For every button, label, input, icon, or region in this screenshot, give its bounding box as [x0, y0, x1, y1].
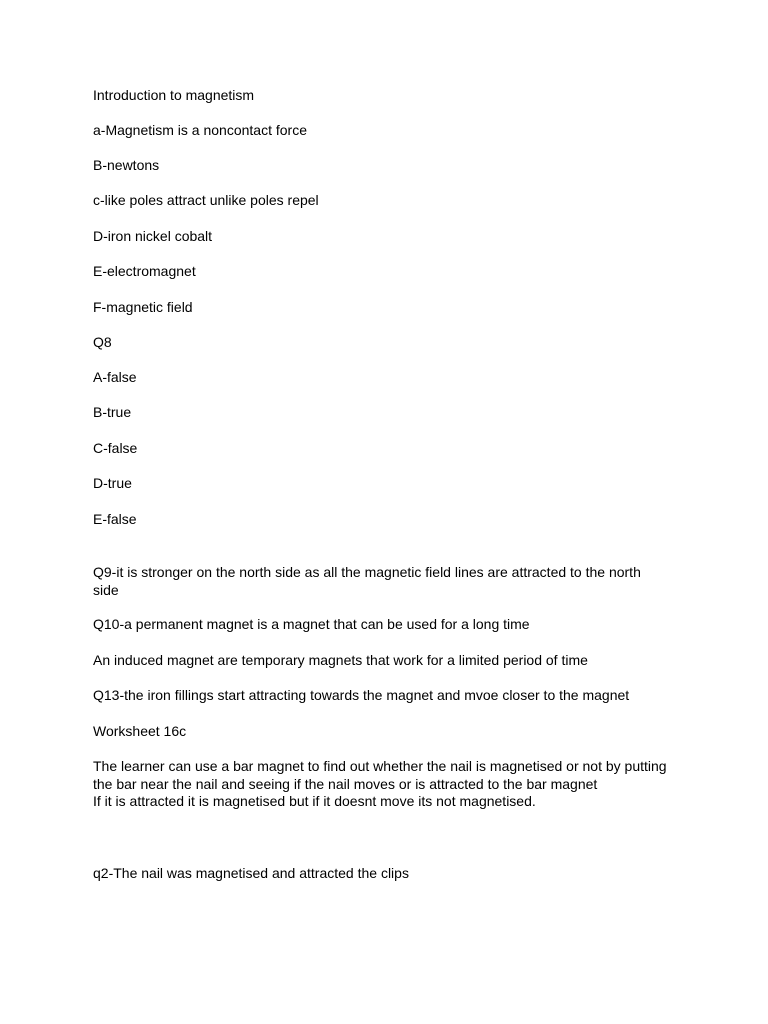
- answer-paragraph: An induced magnet are temporary magnets that work for a limited period of time: [93, 652, 588, 668]
- answer-line: A-false: [93, 369, 137, 385]
- answer-paragraph: Q13-the iron fillings start attracting towards the magnet and mvoe closer to the magnet: [93, 687, 630, 703]
- document-title: Introduction to magnetism: [93, 87, 255, 103]
- answer-line: E-false: [93, 511, 137, 527]
- answer-paragraph: The learner can use a bar magnet to find out whether the nail is magnetised or not by putting the bar near the nail and seeing if the nail moves or is attracted to the bar magnet If it is attracted it is magnetised but if it doesnt move its not magnetised.: [93, 758, 667, 810]
- answer-line: E-electromagnet: [93, 263, 196, 279]
- answer-line: a-Magnetism is a noncontact force: [93, 122, 307, 138]
- answer-line: D-iron nickel cobalt: [93, 228, 213, 244]
- question-label: Q8: [93, 334, 112, 350]
- answer-line: B-true: [93, 404, 132, 420]
- answer-paragraph: Q10-a permanent magnet is a magnet that can be used for a long time: [93, 616, 530, 632]
- answer-line: c-like poles attract unlike poles repel: [93, 192, 319, 208]
- answer-line: B-newtons: [93, 157, 160, 173]
- answer-paragraph: q2-The nail was magnetised and attracted the clips: [93, 865, 409, 881]
- answer-paragraph: Q9-it is stronger on the north side as all the magnetic field lines are attracted to the north side: [93, 564, 641, 598]
- answer-line: D-true: [93, 475, 132, 491]
- answer-line: C-false: [93, 440, 138, 456]
- answer-line: F-magnetic field: [93, 299, 193, 315]
- section-heading: Worksheet 16c: [93, 723, 187, 739]
